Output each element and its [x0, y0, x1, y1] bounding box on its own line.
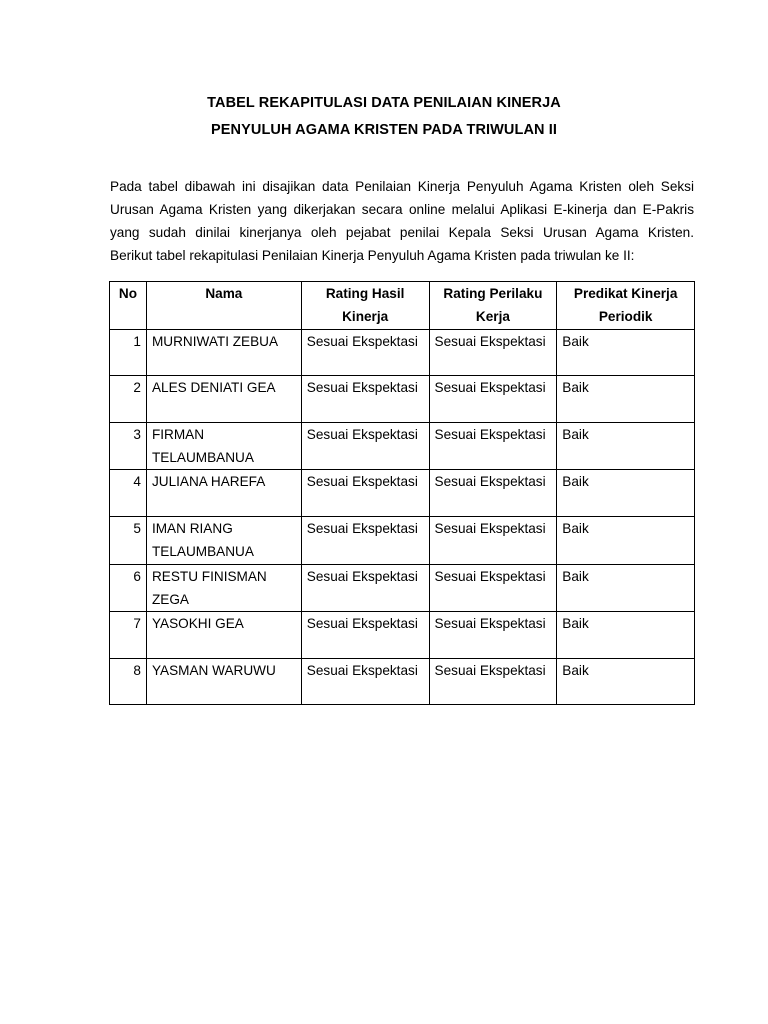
cell-predikat: Baik [557, 422, 695, 470]
cell-nama: RESTU FINISMAN ZEGA [146, 564, 301, 612]
cell-no: 1 [110, 329, 147, 376]
cell-no: 6 [110, 564, 147, 612]
cell-nama: IMAN RIANG TELAUMBANUA [146, 516, 301, 564]
cell-nama: MURNIWATI ZEBUA [146, 329, 301, 376]
cell-rating-perilaku: Sesuai Ekspektasi [429, 422, 557, 470]
cell-rating-hasil: Sesuai Ekspektasi [301, 422, 429, 470]
intro-line: Urusan Agama Kristen yang dikerjakan secara online melalui Aplikasi E-kinerja dan E-Pakris [110, 202, 694, 217]
cell-nama: JULIANA HAREFA [146, 470, 301, 517]
table-row [110, 422, 695, 470]
cell-predikat: Baik [557, 516, 695, 564]
intro-paragraph [110, 175, 694, 267]
cell-nama: FIRMAN TELAUMBANUA [146, 422, 301, 470]
intro-line: Berikut tabel rekapitulasi Penilaian Kinerja Penyuluh Agama Kristen pada triwulan ke II: [110, 248, 635, 263]
cell-rating-perilaku: Sesuai Ekspektasi [429, 470, 557, 517]
cell-rating-hasil: Sesuai Ekspektasi [301, 470, 429, 517]
cell-no: 7 [110, 612, 147, 659]
table-row [110, 470, 695, 517]
cell-rating-hasil: Sesuai Ekspektasi [301, 516, 429, 564]
cell-rating-perilaku: Sesuai Ekspektasi [429, 658, 557, 705]
cell-nama: YASMAN WARUWU [146, 658, 301, 705]
cell-rating-perilaku: Sesuai Ekspektasi [429, 564, 557, 612]
cell-no: 5 [110, 516, 147, 564]
header-no: No [110, 282, 147, 330]
intro-line: Pada tabel dibawah ini disajikan data Penilaian Kinerja Penyuluh Agama Kristen oleh Seksi [110, 179, 694, 194]
cell-predikat: Baik [557, 329, 695, 376]
header-nama: Nama [146, 282, 301, 330]
table-row [110, 658, 695, 705]
header-rating-perilaku: Rating Perilaku Kerja [429, 282, 557, 330]
table-row [110, 612, 695, 659]
cell-rating-hasil: Sesuai Ekspektasi [301, 658, 429, 705]
cell-rating-hasil: Sesuai Ekspektasi [301, 564, 429, 612]
cell-predikat: Baik [557, 470, 695, 517]
document-title-line-1: TABEL REKAPITULASI DATA PENILAIAN KINERJA [207, 95, 561, 111]
cell-rating-perilaku: Sesuai Ekspektasi [429, 329, 557, 376]
cell-predikat: Baik [557, 564, 695, 612]
cell-rating-hasil: Sesuai Ekspektasi [301, 376, 429, 423]
cell-rating-perilaku: Sesuai Ekspektasi [429, 612, 557, 659]
cell-nama: ALES DENIATI GEA [146, 376, 301, 423]
cell-rating-hasil: Sesuai Ekspektasi [301, 329, 429, 376]
table-row [110, 376, 695, 423]
header-predikat: Predikat Kinerja Periodik [557, 282, 695, 330]
table-header-row [110, 282, 695, 330]
rekapitulasi-table [109, 281, 695, 705]
cell-no: 3 [110, 422, 147, 470]
cell-no: 8 [110, 658, 147, 705]
cell-nama: YASOKHI GEA [146, 612, 301, 659]
document-title-line-2: PENYULUH AGAMA KRISTEN PADA TRIWULAN II [211, 122, 557, 138]
table-row [110, 516, 695, 564]
table-row [110, 564, 695, 612]
cell-predikat: Baik [557, 658, 695, 705]
cell-rating-perilaku: Sesuai Ekspektasi [429, 516, 557, 564]
table-row [110, 329, 695, 376]
cell-rating-perilaku: Sesuai Ekspektasi [429, 376, 557, 423]
cell-predikat: Baik [557, 612, 695, 659]
cell-no: 4 [110, 470, 147, 517]
cell-rating-hasil: Sesuai Ekspektasi [301, 612, 429, 659]
cell-no: 2 [110, 376, 147, 423]
cell-predikat: Baik [557, 376, 695, 423]
intro-line: yang sudah dinilai kinerjanya oleh pejabat penilai Kepala Seksi Urusan Agama Kristen. [110, 225, 694, 240]
header-rating-hasil: Rating Hasil Kinerja [301, 282, 429, 330]
